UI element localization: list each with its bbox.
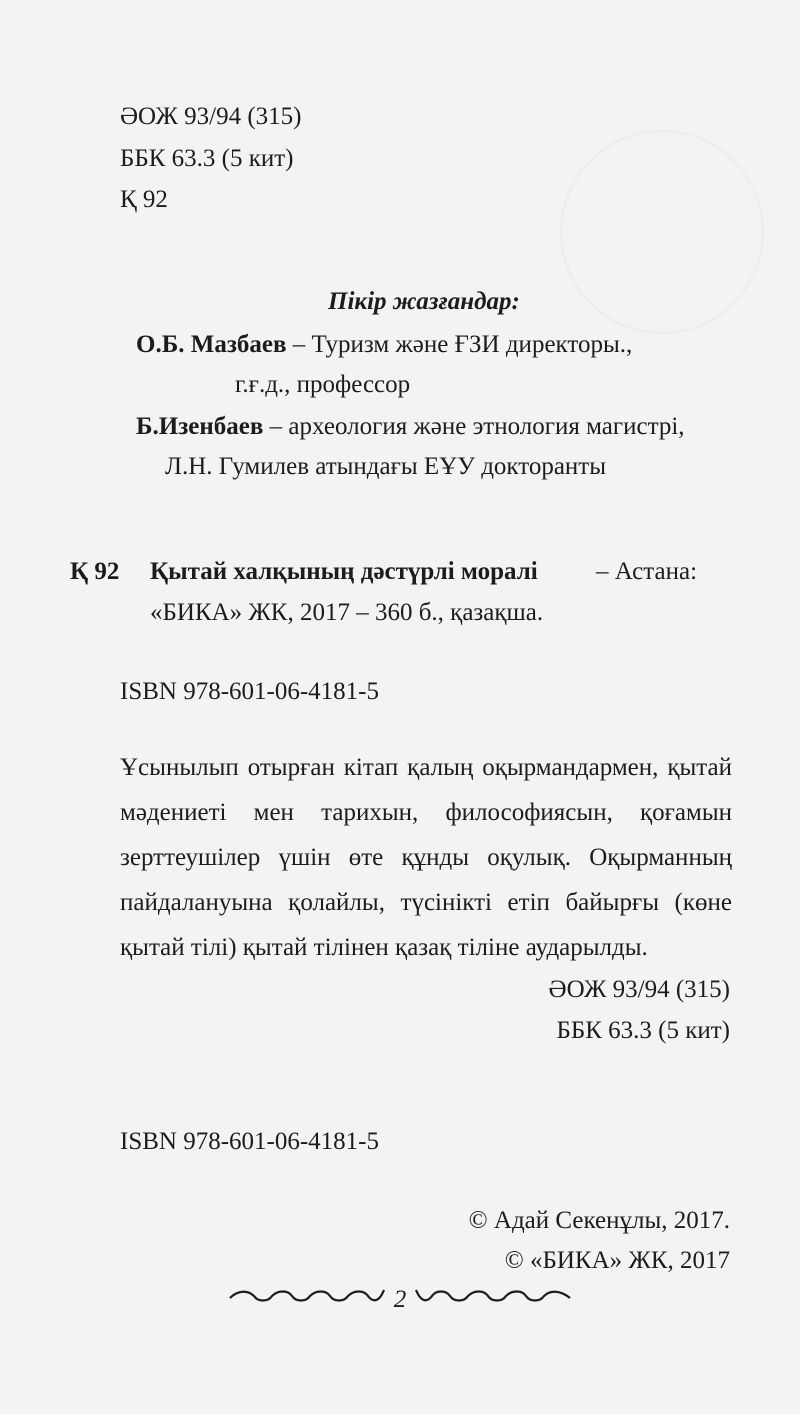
bbk-code: ББК 63.3 (5 кит) xyxy=(120,145,294,172)
ornament-right-flourish xyxy=(416,1290,570,1301)
copyright-publisher: © «БИКА» ЖК, 2017 xyxy=(504,1247,730,1274)
udc-code-right: ӘОЖ 93/94 (315) xyxy=(548,976,730,1003)
isbn-bottom: ISBN 978-601-06-4181-5 xyxy=(120,1128,380,1155)
book-title: Қытай халқының дәстүрлі моралі xyxy=(150,558,538,585)
publication-place: – Астана: xyxy=(596,558,698,585)
reviewers-heading: Пікір жазғандар: xyxy=(328,288,520,315)
bbk-code-right: ББК 63.3 (5 кит) xyxy=(556,1017,730,1044)
author-mark: Қ 92 xyxy=(120,186,168,213)
page-number-ornament xyxy=(228,1278,572,1318)
page-number: 2 xyxy=(393,1286,407,1313)
reviewer-1-name: О.Б. Мазбаев xyxy=(136,331,287,358)
publisher-line: «БИКА» ЖК, 2017 – 360 б., қазақша. xyxy=(150,599,544,626)
udc-code: ӘОЖ 93/94 (315) xyxy=(120,103,302,130)
reviewer-1-desc: – Туризм және ҒЗИ директоры., xyxy=(286,331,633,358)
isbn: ISBN 978-601-06-4181-5 xyxy=(120,678,380,705)
reviewer-2 xyxy=(136,412,685,442)
reviewer-2-name: Б.Изенбаев xyxy=(136,413,264,440)
abstract-paragraph: Ұсынылып отырған кітап қалың оқырмандармен, қытай мәдениеті мен тарихын, философиясын, қоғамын зерттеушілер үшін өте құнды оқулық. Оқырманның пайдалануына қолайлы, түсінікті етіп байырғы (көне қытай тілі) қытай тілінен қазақ тіліне аударылды. xyxy=(120,754,732,961)
copyright-author: © Адай Секенұлы, 2017. xyxy=(468,1207,730,1234)
reviewer-1-degree: г.ғ.д., профессор xyxy=(235,371,411,398)
bib-mark: Қ 92 xyxy=(70,558,120,585)
reviewer-2-affiliation: Л.Н. Гумилев атындағы ЕҰУ докторанты xyxy=(165,453,607,480)
reviewer-2-desc: – археология және этнология магистрі, xyxy=(263,413,685,440)
faint-seal-watermark xyxy=(560,130,764,334)
ornament-left-flourish xyxy=(230,1290,384,1301)
reviewer-1 xyxy=(136,330,632,360)
